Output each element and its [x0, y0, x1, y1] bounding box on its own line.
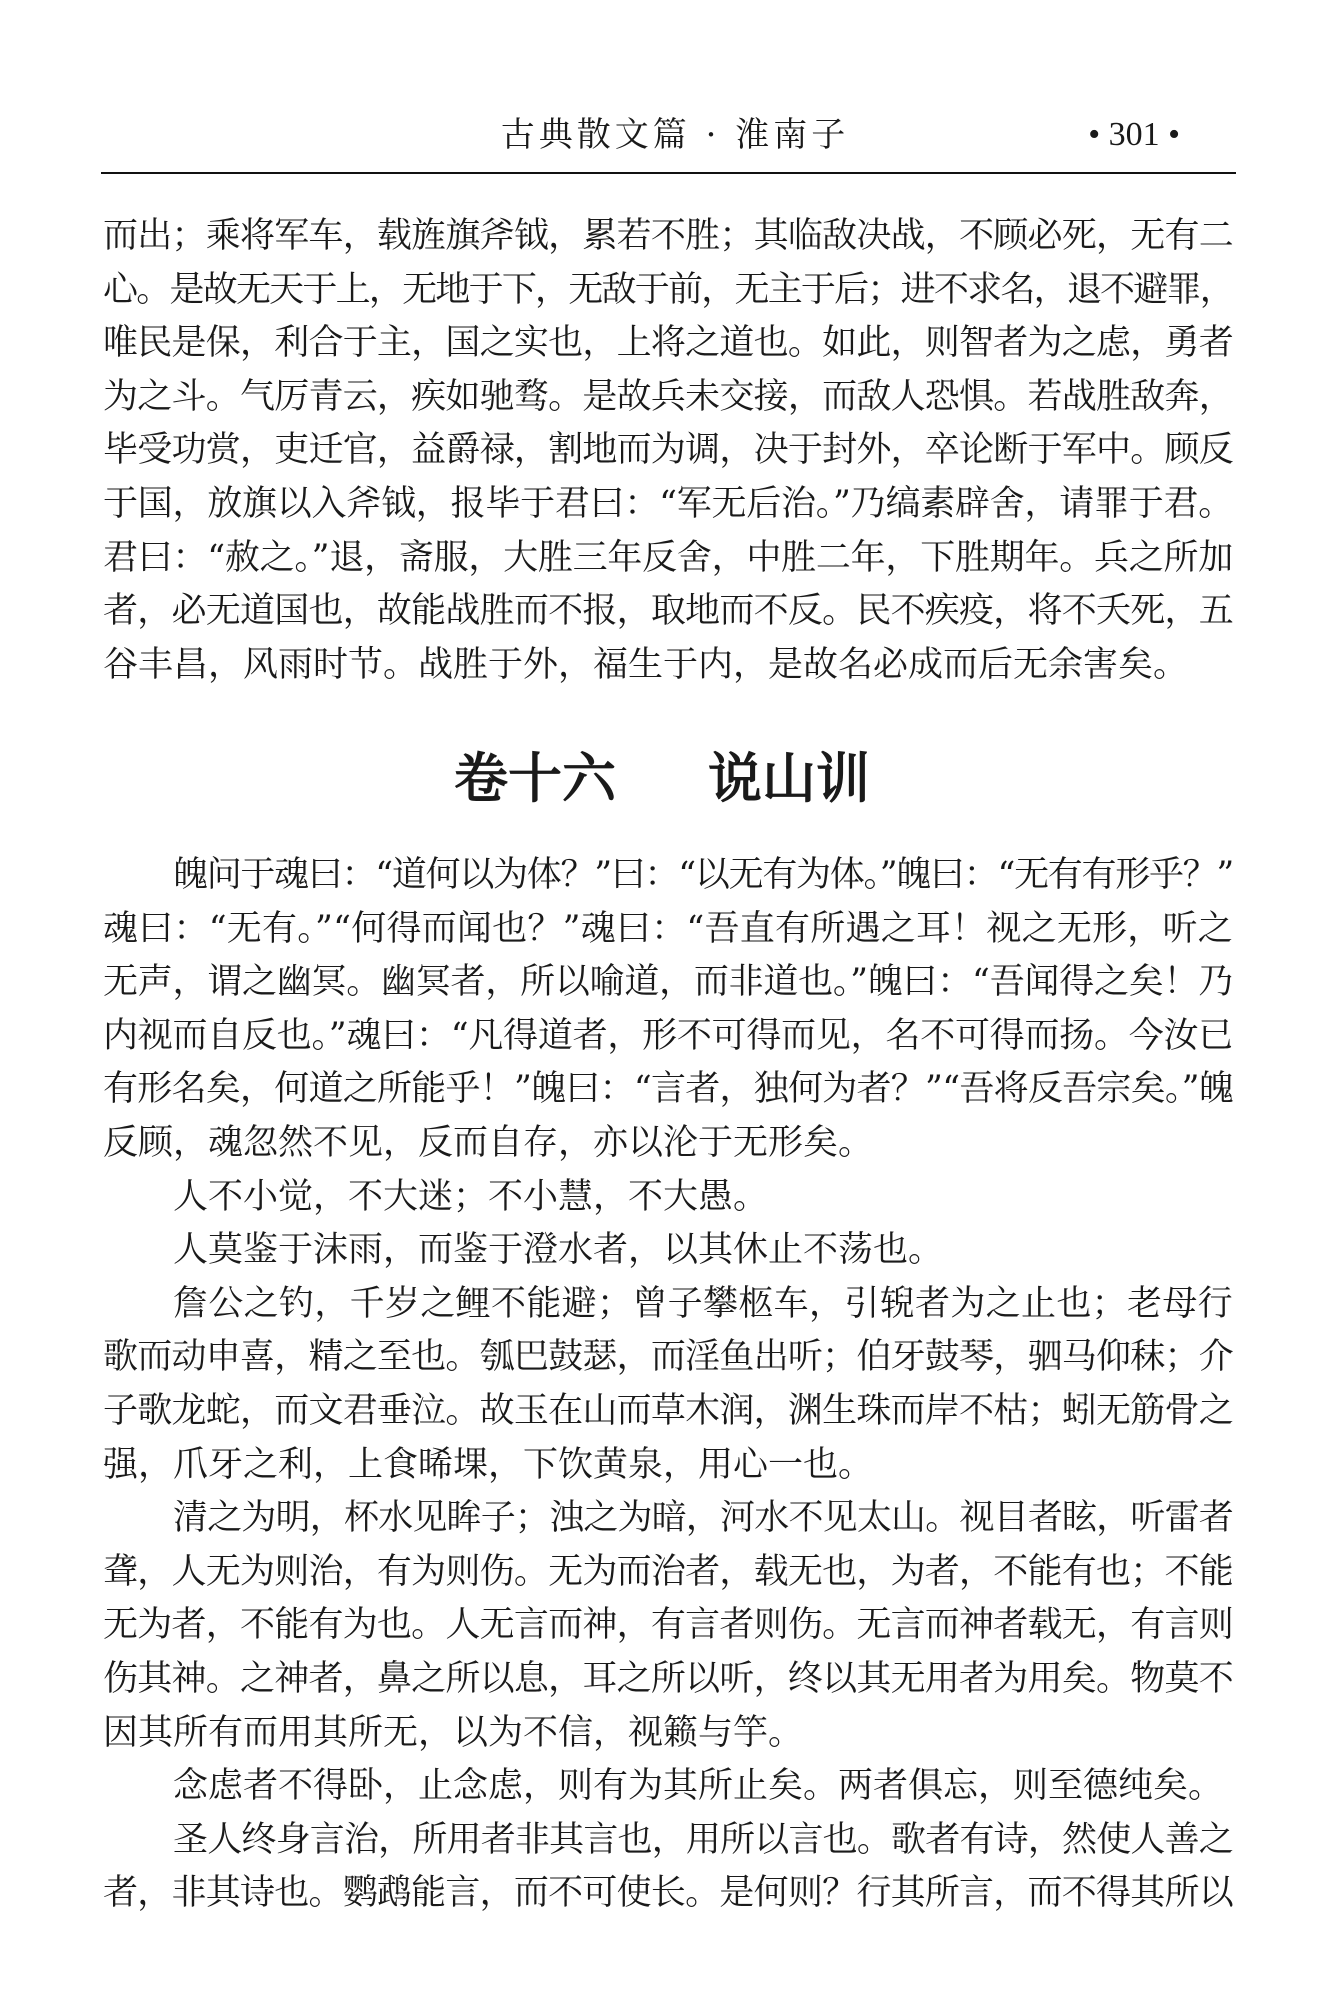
chapter-number: 卷十六 [454, 747, 616, 810]
text-line [103, 1546, 1233, 1600]
text-line [103, 1171, 1233, 1225]
page-number: • 301 • [1088, 116, 1180, 153]
line-text: 魄问于魂曰：“道何以为体？”曰：“以无有为体。”魄曰：“无有有形乎？” [173, 855, 1233, 895]
chapter-title [0, 742, 1324, 816]
text-line [103, 956, 1233, 1010]
text-line [103, 371, 1233, 425]
line-text: 无声，谓之幽冥。幽冥者，所以喻道，而非道也。”魄曰：“吾闻得之矣！乃 [103, 962, 1233, 1003]
text-line [103, 1224, 1233, 1278]
line-text: 詹公之钓，千岁之鲤不能避；曾子攀柩车，引𫐐者为之止也；老母行 [173, 1283, 1233, 1324]
line-text: 有形名矣，何道之所能乎！”魄曰：“言者，独何为者？”“吾将反吾宗矣。”魄 [103, 1069, 1233, 1110]
text-line [103, 478, 1233, 532]
line-text: 毕受功赏，吏迁官，益爵禄，割地而为调，决于封外，卒论断于军中。顾反 [103, 430, 1233, 471]
text-line [103, 1707, 1233, 1761]
text-line [103, 585, 1233, 639]
line-text: 谷丰昌，风雨时节。战胜于外，福生于内，是故名必成而后无余害矣。 [103, 644, 1189, 685]
text-line [103, 1331, 1233, 1385]
line-text: 强，爪牙之利，上食晞堁，下饮黄泉，用心一也。 [103, 1444, 874, 1485]
text-line [103, 532, 1233, 586]
text-line [103, 1010, 1233, 1064]
text-line [103, 1278, 1233, 1332]
header-rule [101, 172, 1236, 174]
line-text: 魂曰：“无有。”“何得而闻也？”魂曰：“吾直有所遇之耳！视之无形，听之 [103, 908, 1233, 949]
line-text: 因其所有而用其所无，以为不信，视籁与竽。 [103, 1712, 804, 1753]
line-text: 者，必无道国也，故能战胜而不报，取地而不反。民不疾疫，将不夭死，五 [103, 591, 1233, 632]
line-text: 而出；乘将军车，载旌旗斧钺，累若不胜；其临敌决战，不顾必死，无有二 [103, 216, 1233, 256]
text-line [103, 1760, 1233, 1814]
line-text: 内视而自反也。”魂曰：“凡得道者，形不可得而见，名不可得而扬。今汝已 [103, 1015, 1233, 1056]
text-line [103, 639, 1233, 693]
line-text: 者，非其诗也。鹦鹉能言，而不可使长。是何则？行其所言，而不得其所以 [103, 1873, 1233, 1914]
text-line [103, 424, 1233, 478]
text-line [103, 903, 1233, 957]
line-text: 子歌龙蛇，而文君垂泣。故玉在山而草木润，渊生珠而岸不枯；蚓无筋骨之 [103, 1390, 1233, 1431]
text-line [103, 1385, 1233, 1439]
line-text: 聋，人无为则治，有为则伤。无为而治者，载无也，为者，不能有也；不能 [103, 1551, 1233, 1592]
text-line [103, 210, 1233, 264]
line-text: 圣人终身言治，所用者非其言也，用所以言也。歌者有诗，然使人善之 [173, 1819, 1233, 1860]
line-text: 念虑者不得卧，止念虑，则有为其所止矣。两者俱忘，则至德纯矣。 [173, 1766, 1224, 1807]
line-text: 人不小觉，不大迷；不小慧，不大愚。 [173, 1176, 769, 1217]
text-line [103, 849, 1233, 903]
line-text: 反顾，魂忽然不见，反而自存，亦以沦于无形矣。 [103, 1122, 874, 1163]
chapter-body [103, 849, 1233, 1921]
line-text: 心。是故无天于上，无地于下，无敌于前，无主于后；进不求名，退不避罪， [103, 269, 1233, 310]
text-line [103, 1653, 1233, 1707]
text-line [103, 1439, 1233, 1493]
chapter-name: 说山训 [708, 747, 870, 810]
paragraph-continuation [103, 210, 1233, 692]
running-header-title: 古典散文篇 · 淮南子 [500, 115, 850, 155]
line-text: 君曰：“赦之。”退，斋服，大胜三年反舍，中胜二年，下胜期年。兵之所加 [103, 537, 1233, 578]
line-text: 人莫鉴于沫雨，而鉴于澄水者，以其休止不荡也。 [173, 1230, 944, 1271]
text-line [103, 1117, 1233, 1171]
text-line [103, 264, 1233, 318]
line-text: 无为者，不能有为也。人无言而神，有言者则伤。无言而神者载无，有言则 [103, 1605, 1233, 1646]
text-line [103, 317, 1233, 371]
line-text: 唯民是保，利合于主，国之实也，上将之道也。如此，则智者为之虑，勇者 [103, 323, 1233, 364]
line-text: 清之为明，杯水见眸子；浊之为暗，河水不见太山。视目者眩，听雷者 [173, 1498, 1233, 1539]
text-line [103, 1063, 1233, 1117]
line-text: 伤其神。之神者，鼻之所以息，耳之所以听，终以其无用者为用矣。物莫不 [103, 1658, 1233, 1699]
line-text: 于国，放旗以入斧钺，报毕于君曰：“军无后治。”乃缟素辟舍，请罪于君。 [103, 483, 1233, 524]
text-line [103, 1492, 1233, 1546]
line-text: 为之斗。气厉青云，疾如驰骛。是故兵未交接，而敌人恐惧。若战胜敌奔， [103, 376, 1233, 417]
text-line [103, 1867, 1233, 1921]
text-line [103, 1814, 1233, 1868]
line-text: 歌而动申喜，精之至也。瓠巴鼓瑟，而淫鱼出听；伯牙鼓琴，驷马仰秣；介 [103, 1337, 1233, 1378]
text-line [103, 1599, 1233, 1653]
